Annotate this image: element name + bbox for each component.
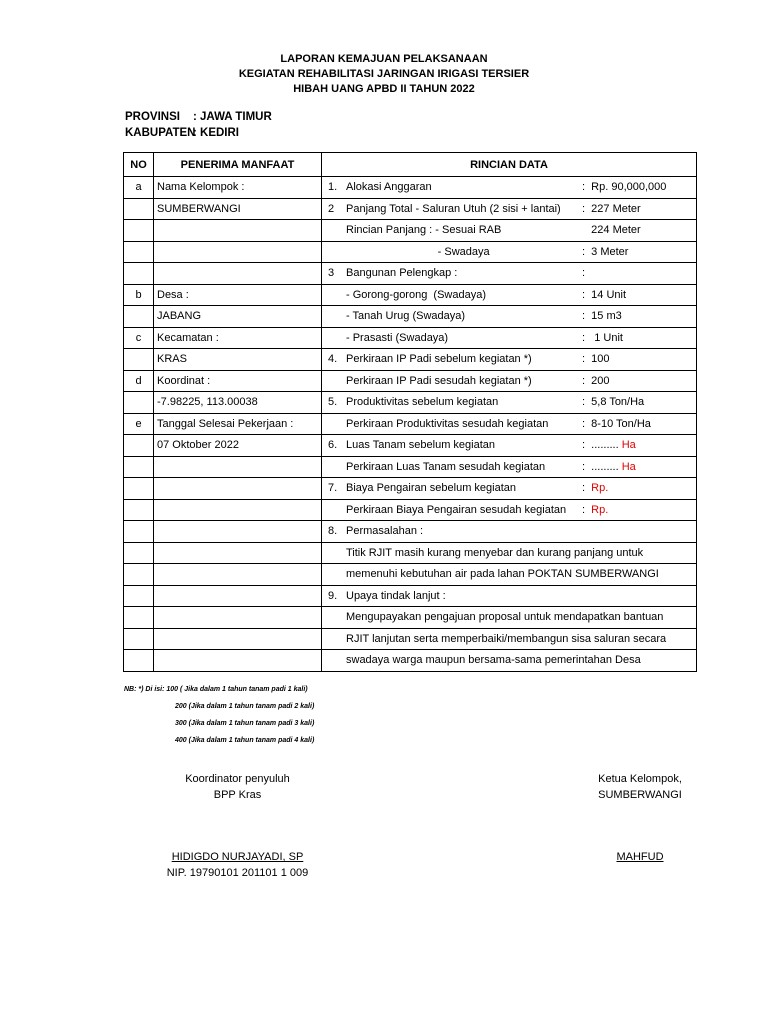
row-value-red: Rp.: [591, 482, 609, 494]
row-no: [124, 456, 154, 478]
table-row: [124, 177, 697, 199]
row-no: [124, 628, 154, 650]
row-no: [124, 542, 154, 564]
row-description: Titik RJIT masih kurang menyebar dan kurang panjang untuk: [346, 546, 644, 559]
row-description: Luas Tanam sebelum kegiatan: [346, 439, 496, 451]
row-number: 4.: [328, 353, 338, 365]
row-value: [582, 267, 585, 279]
row-value-red: Rp.: [591, 503, 609, 516]
row-rincian: [322, 413, 697, 435]
row-no: e: [124, 413, 154, 435]
row-description: Perkiraan Biaya Pengairan sesudah kegiatan: [346, 503, 567, 516]
table-row: [124, 478, 697, 500]
kabupaten-label: KABUPATEN: [125, 127, 196, 139]
row-no: [124, 478, 154, 500]
row-rincian: [322, 628, 697, 650]
row-rincian: [322, 650, 697, 672]
row-value: [582, 246, 628, 258]
provinsi-label: PROVINSI: [125, 111, 180, 123]
row-value-red: Ha: [621, 439, 636, 451]
row-no: [124, 650, 154, 672]
row-description: Mengupayakan pengajuan proposal untuk mendapatkan bantuan: [346, 611, 664, 623]
row-no: [124, 564, 154, 586]
row-penerima: -7.98225, 113.00038: [154, 392, 322, 414]
row-rincian: [322, 263, 697, 285]
row-value: [582, 396, 644, 408]
row-value-text: : 1 Unit: [582, 331, 623, 344]
row-penerima: [154, 499, 322, 521]
row-number: 8.: [328, 525, 338, 537]
row-number: 1.: [328, 181, 338, 193]
data-table: [123, 152, 697, 672]
row-no: d: [124, 370, 154, 392]
row-description: Upaya tindak lanjut :: [346, 589, 446, 602]
row-value-text: : 100: [582, 353, 610, 365]
row-value-text: :: [582, 482, 592, 494]
row-penerima: [154, 628, 322, 650]
row-rincian: [322, 585, 697, 607]
row-description: Perkiraan Produktivitas sesudah kegiatan: [346, 417, 549, 430]
note-line-2: 200 (Jika dalam 1 tahun tanam padi 2 kali): [175, 703, 315, 710]
row-penerima: JABANG: [154, 306, 322, 328]
row-rincian: [322, 370, 697, 392]
note-line-3: 300 (Jika dalam 1 tahun tanam padi 3 kali): [175, 720, 315, 727]
row-description: Perkiraan IP Padi sesudah kegiatan *): [346, 374, 532, 387]
report-title-line-1: LAPORAN KEMAJUAN PELAKSANAAN: [280, 53, 488, 65]
header-penerima-manfaat: PENERIMA MANFAAT: [154, 153, 322, 177]
row-value: [582, 418, 651, 430]
row-value-text: : .........: [582, 460, 622, 473]
row-value: [582, 482, 608, 494]
note-line-1: NB: *) Di isi: 100 ( Jika dalam 1 tahun tanam padi 1 kali): [124, 686, 308, 693]
table-row: [124, 306, 697, 328]
row-description: - Gorong-gorong (Swadaya): [346, 288, 487, 301]
row-rincian: [322, 542, 697, 564]
row-value-text: : .........: [582, 439, 622, 451]
header-no: NO: [124, 153, 154, 177]
row-penerima: [154, 456, 322, 478]
row-penerima: SUMBERWANGI: [154, 198, 322, 220]
row-description: - Swadaya: [346, 245, 490, 258]
row-description: swadaya warga maupun bersama-sama pemerintahan Desa: [346, 654, 641, 666]
table-row: [124, 198, 697, 220]
row-value: [582, 203, 641, 215]
row-no: [124, 220, 154, 242]
table-row: [124, 392, 697, 414]
note-line-4: 400 (Jika dalam 1 tahun tanam padi 4 kali): [175, 737, 315, 744]
row-rincian: [322, 499, 697, 521]
row-penerima: [154, 607, 322, 629]
row-number: 3: [328, 267, 335, 279]
row-rincian: [322, 198, 697, 220]
row-penerima: KRAS: [154, 349, 322, 371]
row-value: [582, 181, 666, 193]
row-value-text: : 3 Meter: [582, 245, 629, 258]
row-rincian: [322, 607, 697, 629]
row-no: [124, 241, 154, 263]
provinsi-value: : JAWA TIMUR: [193, 111, 272, 123]
row-description: RJIT lanjutan serta memperbaiki/membangun sisa saluran secara: [346, 632, 667, 645]
row-description: Panjang Total - Saluran Utuh (2 sisi + lantai): [346, 202, 561, 215]
row-description: Perkiraan IP Padi sebelum kegiatan *): [346, 353, 532, 365]
row-penerima: [154, 478, 322, 500]
table-row: [124, 370, 697, 392]
row-rincian: [322, 564, 697, 586]
row-penerima: [154, 521, 322, 543]
row-no: [124, 392, 154, 414]
table-row: [124, 284, 697, 306]
row-penerima: [154, 564, 322, 586]
row-description: memenuhi kebutuhan air pada lahan POKTAN SUMBERWANGI: [346, 568, 659, 580]
row-penerima: Nama Kelompok :: [154, 177, 322, 199]
row-penerima: Kecamatan :: [154, 327, 322, 349]
row-value-text: :: [582, 267, 586, 279]
row-value-text: : 14 Unit: [582, 288, 627, 301]
row-rincian: [322, 220, 697, 242]
table-row: [124, 521, 697, 543]
row-value-text: : 227 Meter: [582, 202, 641, 215]
row-value-text: : 5,8 Ton/Ha: [582, 396, 645, 408]
row-penerima: [154, 263, 322, 285]
table-row: [124, 564, 697, 586]
kabupaten-value: : KEDIRI: [193, 127, 239, 139]
row-no: [124, 263, 154, 285]
right-signer-role-1: Ketua Kelompok,: [598, 773, 682, 785]
row-penerima: [154, 585, 322, 607]
row-no: [124, 521, 154, 543]
row-value: [582, 353, 610, 365]
row-number: 5.: [328, 396, 338, 408]
row-value-text: : 8-10 Ton/Ha: [582, 417, 651, 430]
row-value: [582, 461, 636, 473]
table-row: [124, 542, 697, 564]
table-row: [124, 650, 697, 672]
report-title-line-2: KEGIATAN REHABILITASI JARINGAN IRIGASI TERSIER: [238, 68, 530, 80]
row-penerima: [154, 241, 322, 263]
table-row: [124, 585, 697, 607]
row-no: [124, 435, 154, 457]
row-rincian: [322, 349, 697, 371]
row-value-red: Ha: [621, 460, 636, 473]
row-value: [582, 504, 608, 516]
row-rincian: [322, 284, 697, 306]
row-rincian: [322, 306, 697, 328]
row-rincian: [322, 327, 697, 349]
row-number: 9.: [328, 589, 338, 602]
row-no: [124, 349, 154, 371]
row-value: [582, 332, 623, 344]
table-row: [124, 607, 697, 629]
row-rincian: [322, 435, 697, 457]
report-title-line-3: HIBAH UANG APBD II TAHUN 2022: [293, 83, 475, 95]
row-no: [124, 306, 154, 328]
row-rincian: [322, 478, 697, 500]
row-penerima: [154, 650, 322, 672]
row-no: b: [124, 284, 154, 306]
row-description: Rincian Panjang : - Sesuai RAB: [346, 224, 502, 236]
row-number: 7.: [328, 482, 338, 494]
table-row: [124, 413, 697, 435]
row-penerima: Koordinat :: [154, 370, 322, 392]
row-description: Bangunan Pelengkap :: [346, 267, 458, 279]
table-row: [124, 435, 697, 457]
row-description: Perkiraan Luas Tanam sesudah kegiatan: [346, 460, 546, 473]
row-description: Alokasi Anggaran: [346, 181, 432, 193]
table-row: [124, 327, 697, 349]
left-signer-role-2: BPP Kras: [213, 789, 262, 801]
row-value-text: : Rp. 90,000,000: [582, 181, 667, 193]
row-value: [582, 224, 641, 236]
row-description: Permasalahan :: [346, 525, 424, 537]
table-row: [124, 628, 697, 650]
row-penerima: Tanggal Selesai Pekerjaan :: [154, 413, 322, 435]
right-signer-name: MAHFUD: [616, 851, 664, 863]
row-description: Produktivitas sebelum kegiatan: [346, 396, 499, 408]
row-description: - Tanah Urug (Swadaya): [346, 310, 466, 322]
row-description: - Prasasti (Swadaya): [346, 331, 449, 344]
row-penerima: 07 Oktober 2022: [154, 435, 322, 457]
row-number: 6.: [328, 439, 338, 451]
right-signer-role-2: SUMBERWANGI: [598, 789, 682, 801]
row-description: Biaya Pengairan sebelum kegiatan: [346, 482, 517, 494]
table-row: [124, 241, 697, 263]
table-row: [124, 499, 697, 521]
row-value: [582, 439, 636, 451]
row-no: [124, 198, 154, 220]
row-no: a: [124, 177, 154, 199]
row-rincian: [322, 241, 697, 263]
row-no: [124, 607, 154, 629]
row-no: [124, 585, 154, 607]
row-value-text: : 200: [582, 374, 610, 387]
row-rincian: [322, 392, 697, 414]
table-row: [124, 456, 697, 478]
row-rincian: [322, 521, 697, 543]
table-row: [124, 349, 697, 371]
row-value-text: 224 Meter: [582, 224, 641, 236]
row-no: c: [124, 327, 154, 349]
row-value: [582, 310, 622, 322]
row-rincian: [322, 456, 697, 478]
row-value: [582, 375, 610, 387]
table-row: [124, 220, 697, 242]
row-penerima: Desa :: [154, 284, 322, 306]
row-number: 2: [328, 202, 335, 215]
left-signer-nip: NIP. 19790101 201101 1 009: [166, 867, 309, 879]
left-signer-name: HIDIGDO NURJAYADI, SP: [171, 851, 304, 863]
left-signer-role-1: Koordinator penyuluh: [185, 773, 290, 785]
row-penerima: [154, 220, 322, 242]
row-value: [582, 289, 626, 301]
row-penerima: [154, 542, 322, 564]
table-row: [124, 263, 697, 285]
row-rincian: [322, 177, 697, 199]
header-rincian-data: RINCIAN DATA: [322, 153, 697, 177]
row-value-text: : 15 m3: [582, 310, 622, 322]
row-no: [124, 499, 154, 521]
row-value-text: :: [582, 503, 592, 516]
